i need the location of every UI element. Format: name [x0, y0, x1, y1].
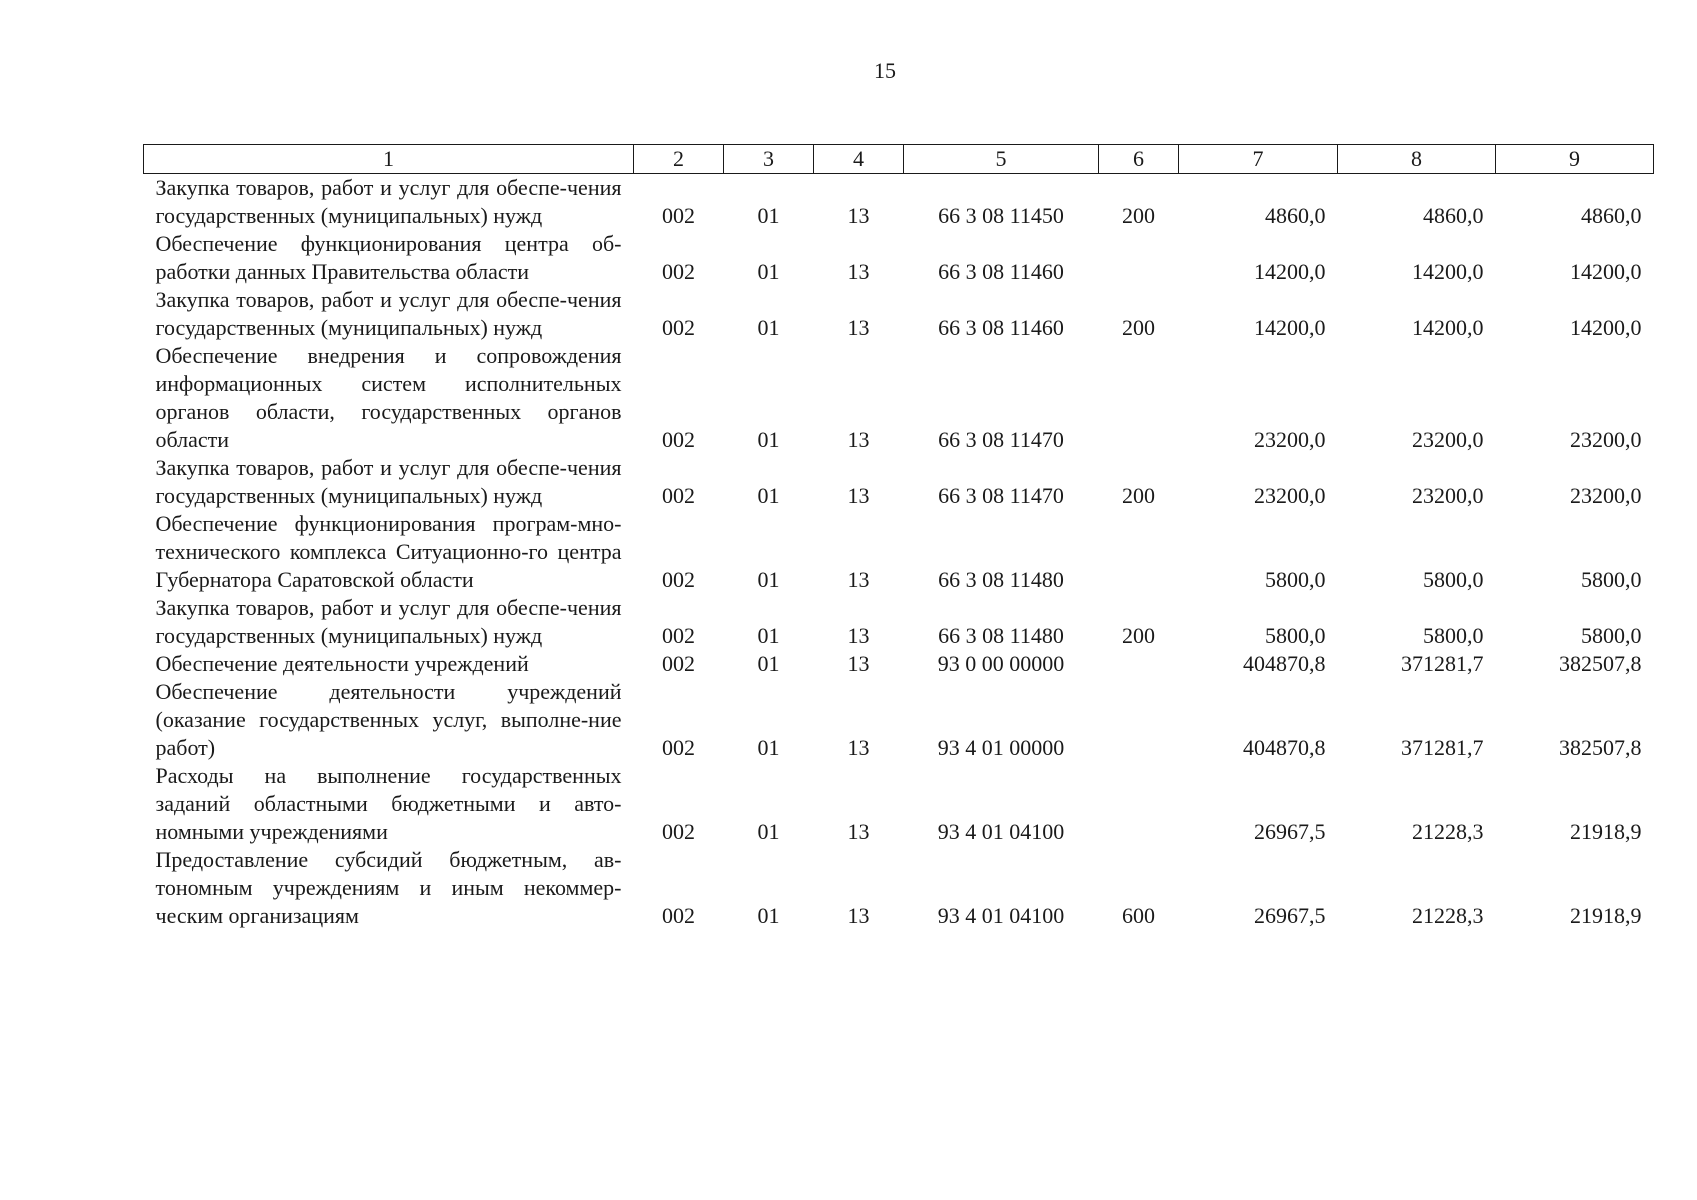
table-row: [144, 650, 1654, 678]
amount-col-9-cell: 14200,0: [1570, 315, 1642, 340]
section-code-cell: 01: [757, 735, 780, 760]
budget-table: [143, 144, 1654, 930]
subsection-code-cell: 13: [847, 427, 870, 452]
section-code-cell: 01: [757, 819, 780, 844]
amount-col-7-cell: 23200,0: [1254, 427, 1326, 452]
expense-name-cell: Обеспечение функционирования центра об-работки данных Правительства области: [155, 231, 622, 284]
ministry-code-cell: 002: [662, 203, 695, 228]
amount-col-9-cell: 4860,0: [1581, 203, 1642, 228]
amount-col-9-cell: 382507,8: [1559, 735, 1642, 760]
header-row: [144, 145, 1654, 174]
subsection-code-cell: 13: [847, 483, 870, 508]
ministry-code-cell: 002: [662, 483, 695, 508]
table-row: [144, 286, 1654, 342]
target-article-cell: 93 0 00 00000: [937, 651, 1065, 676]
expense-type-cell: [1099, 510, 1179, 594]
target-article-cell: 66 3 08 11480: [938, 623, 1064, 648]
expense-type-cell: 200: [1122, 203, 1155, 228]
target-article-cell: 66 3 08 11480: [938, 567, 1064, 592]
section-code-cell: 01: [757, 623, 780, 648]
table-row: [144, 230, 1654, 286]
expense-type-cell: [1099, 678, 1179, 762]
target-article-cell: 66 3 08 11470: [938, 483, 1064, 508]
amount-col-7-cell: 5800,0: [1265, 623, 1326, 648]
amount-col-8-cell: 23200,0: [1412, 427, 1484, 452]
ministry-code-cell: 002: [662, 819, 695, 844]
table-row: [144, 510, 1654, 594]
amount-col-9-cell: 23200,0: [1570, 427, 1642, 452]
expense-name-cell: Обеспечение внедрения и сопровождения информационных систем исполнительных органов области, государственных органов области: [155, 343, 622, 452]
subsection-code-cell: 13: [847, 315, 870, 340]
header-col-7: 7: [1179, 145, 1338, 174]
section-code-cell: 01: [757, 651, 780, 676]
subsection-code-cell: 13: [847, 903, 870, 928]
target-article-cell: 93 4 01 04100: [937, 819, 1065, 844]
amount-col-9-cell: 21918,9: [1570, 819, 1642, 844]
section-code-cell: 01: [757, 259, 780, 284]
page-number: 15: [874, 58, 896, 83]
table-row: [144, 342, 1654, 454]
section-code-cell: 01: [757, 903, 780, 928]
expense-name-cell: Обеспечение деятельности учреждений: [155, 651, 529, 676]
header-col-9: 9: [1496, 145, 1654, 174]
target-article-cell: 66 3 08 11460: [938, 259, 1064, 284]
amount-col-9-cell: 21918,9: [1570, 903, 1642, 928]
amount-col-7-cell: 404870,8: [1243, 651, 1326, 676]
amount-col-9-cell: 5800,0: [1581, 567, 1642, 592]
header-col-5: 5: [904, 145, 1099, 174]
ministry-code-cell: 002: [662, 623, 695, 648]
header-col-2: 2: [634, 145, 724, 174]
section-code-cell: 01: [757, 315, 780, 340]
expense-name-cell: Обеспечение функционирования програм-мно-технического комплекса Ситуационно-го центра Губернатора Саратовской области: [155, 511, 622, 592]
expense-name-cell: Обеспечение деятельности учреждений (оказание государственных услуг, выполне-ние работ): [155, 679, 622, 760]
table-row: [144, 762, 1654, 846]
subsection-code-cell: 13: [847, 651, 870, 676]
target-article-cell: 66 3 08 11460: [938, 315, 1064, 340]
expense-name-cell: Предоставление субсидий бюджетным, ав-тономным учреждениям и иным некоммер-ческим организациям: [155, 847, 622, 928]
subsection-code-cell: 13: [847, 259, 870, 284]
expense-type-cell: [1099, 342, 1179, 454]
expense-name-cell: Расходы на выполнение государственных заданий областными бюджетными и авто-номными учреждениями: [155, 763, 622, 844]
amount-col-9-cell: 5800,0: [1581, 623, 1642, 648]
expense-name-cell: Закупка товаров, работ и услуг для обеспе-чения государственных (муниципальных) нужд: [155, 595, 622, 648]
amount-col-8-cell: 14200,0: [1412, 259, 1484, 284]
amount-col-7-cell: 26967,5: [1254, 819, 1326, 844]
expense-type-cell: 200: [1122, 315, 1155, 340]
expense-type-cell: 600: [1122, 903, 1155, 928]
table-body: [144, 174, 1654, 931]
section-code-cell: 01: [757, 483, 780, 508]
ministry-code-cell: 002: [662, 903, 695, 928]
amount-col-9-cell: 14200,0: [1570, 259, 1642, 284]
subsection-code-cell: 13: [847, 819, 870, 844]
header-col-4: 4: [814, 145, 904, 174]
section-code-cell: 01: [757, 203, 780, 228]
expense-name-cell: Закупка товаров, работ и услуг для обеспе-чения государственных (муниципальных) нужд: [155, 287, 622, 340]
section-code-cell: 01: [757, 427, 780, 452]
ministry-code-cell: 002: [662, 651, 695, 676]
amount-col-7-cell: 26967,5: [1254, 903, 1326, 928]
amount-col-8-cell: 21228,3: [1412, 903, 1484, 928]
amount-col-8-cell: 21228,3: [1412, 819, 1484, 844]
subsection-code-cell: 13: [847, 567, 870, 592]
amount-col-7-cell: 4860,0: [1265, 203, 1326, 228]
target-article-cell: 93 4 01 04100: [937, 903, 1065, 928]
target-article-cell: 66 3 08 11450: [938, 203, 1064, 228]
amount-col-8-cell: 5800,0: [1423, 623, 1484, 648]
amount-col-9-cell: 23200,0: [1570, 483, 1642, 508]
subsection-code-cell: 13: [847, 623, 870, 648]
expense-type-cell: [1099, 230, 1179, 286]
subsection-code-cell: 13: [847, 203, 870, 228]
table-row: [144, 594, 1654, 650]
amount-col-8-cell: 5800,0: [1423, 567, 1484, 592]
target-article-cell: 66 3 08 11470: [938, 427, 1064, 452]
ministry-code-cell: 002: [662, 735, 695, 760]
amount-col-8-cell: 4860,0: [1423, 203, 1484, 228]
expense-type-cell: [1099, 762, 1179, 846]
header-col-6: 6: [1099, 145, 1179, 174]
amount-col-8-cell: 371281,7: [1401, 735, 1484, 760]
amount-col-7-cell: 14200,0: [1254, 259, 1326, 284]
amount-col-7-cell: 404870,8: [1243, 735, 1326, 760]
subsection-code-cell: 13: [847, 735, 870, 760]
amount-col-8-cell: 14200,0: [1412, 315, 1484, 340]
section-code-cell: 01: [757, 567, 780, 592]
header-col-8: 8: [1338, 145, 1496, 174]
ministry-code-cell: 002: [662, 315, 695, 340]
amount-col-8-cell: 23200,0: [1412, 483, 1484, 508]
expense-name-cell: Закупка товаров, работ и услуг для обеспе-чения государственных (муниципальных) нужд: [155, 455, 622, 508]
amount-col-9-cell: 382507,8: [1559, 651, 1642, 676]
amount-col-7-cell: 23200,0: [1254, 483, 1326, 508]
table-row: [144, 454, 1654, 510]
header-col-3: 3: [724, 145, 814, 174]
expense-name-cell: Закупка товаров, работ и услуг для обеспе-чения государственных (муниципальных) нужд: [155, 175, 622, 228]
ministry-code-cell: 002: [662, 259, 695, 284]
amount-col-7-cell: 5800,0: [1265, 567, 1326, 592]
expense-type-cell: 200: [1122, 623, 1155, 648]
expense-type-cell: 200: [1122, 483, 1155, 508]
ministry-code-cell: 002: [662, 427, 695, 452]
ministry-code-cell: 002: [662, 567, 695, 592]
table-row: [144, 678, 1654, 762]
amount-col-7-cell: 14200,0: [1254, 315, 1326, 340]
expense-type-cell: [1099, 650, 1179, 678]
target-article-cell: 93 4 01 00000: [937, 735, 1065, 760]
header-col-1: 1: [144, 145, 634, 174]
table-row: [144, 846, 1654, 930]
table-row: [144, 174, 1654, 231]
amount-col-8-cell: 371281,7: [1401, 651, 1484, 676]
